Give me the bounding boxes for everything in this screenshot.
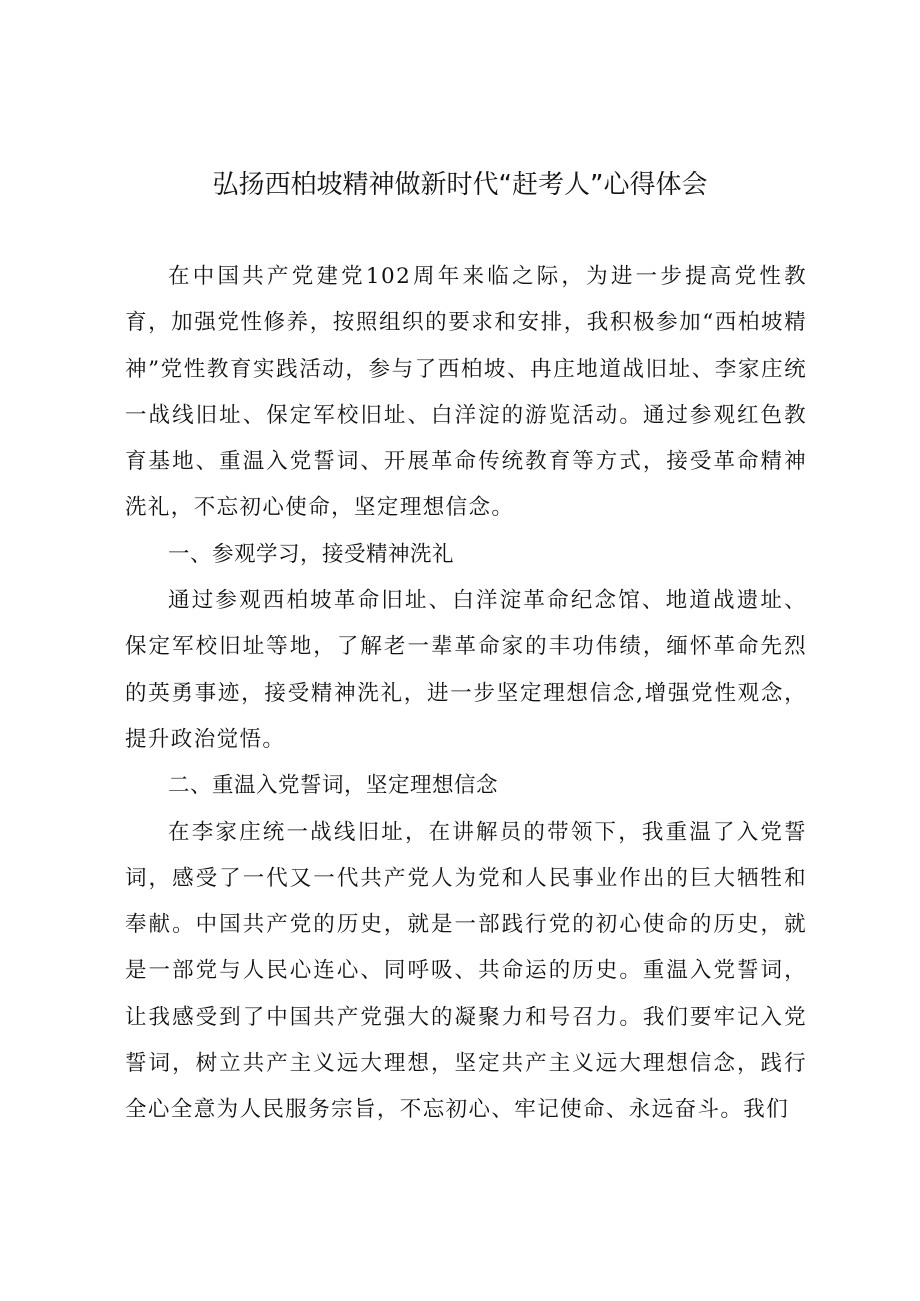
document-title: 弘扬西柏坡精神做新时代“赶考人”心得体会: [212, 170, 708, 200]
section-2-paragraph: 在李家庄统一战线旧址，在讲解员的带领下，我重温了入党誓词，感受了一代又一代共产党人为党和人民事业作出的巨大牺牲和奉献。中国共产党的历史，就是一部践行党的初心使命的历史，就是一部党与人民心连心、同呼吸、共命运的历史。重温入党誓词，让我感受到了中国共产党强大的凝聚力和号召力。我们要牢记入党誓词，树立共产主义远大理想，坚定共产主义远大理想信念，践行全心全意为人民服务宗旨，不忘初心、牢记使命、永远奋斗。我们: [125, 819, 807, 1123]
section-1-paragraph: 通过参观西柏坡革命旧址、白洋淀革命纪念馆、地道战遗址、保定军校旧址等地，了解老一辈革命家的丰功伟绩，缅怀革命先烈的英勇事迹，接受精神洗礼，进一步坚定理想信念,增强党性观念，提升政治觉悟。: [125, 588, 807, 752]
section-heading-2: 二、重温入党誓词，坚定理想信念: [168, 773, 499, 799]
intro-paragraph: 在中国共产党建党102周年来临之际，为进一步提高党性教育，加强党性修养，按照组织的要求和安排，我积极参加“西柏坡精神”党性教育实践活动，参与了西柏坡、冉庄地道战旧址、李家庄统一战线旧址、保定军校旧址、白洋淀的游览活动。通过参观红色教育基地、重温入党誓词、开展革命传统教育等方式，接受革命精神洗礼，不忘初心使命，坚定理想信念。: [125, 264, 807, 521]
document-body: [125, 254, 807, 1134]
section-heading-1: 一、参观学习，接受精神洗礼: [168, 541, 455, 567]
